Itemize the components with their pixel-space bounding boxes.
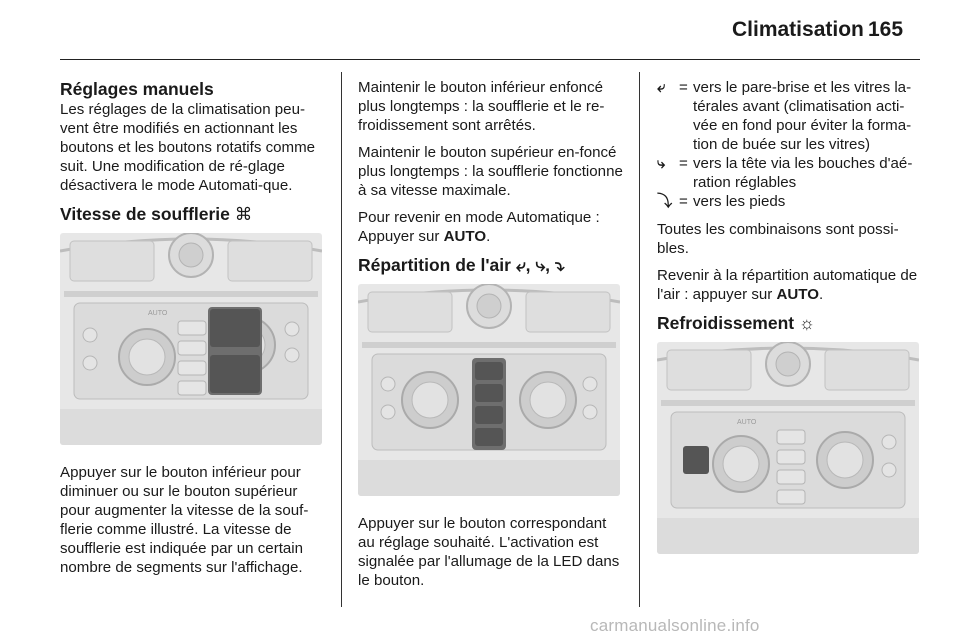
heading-air-distribution-text: Répartition de l'air [358,255,511,275]
legend-equals: = [679,155,688,172]
column-divider-1 [341,72,342,607]
climate-panel-photo-cooling [657,342,919,554]
paragraph-all-combinations: Toutes les combinaisons sont possi-bles. [657,221,899,257]
heading-air-distribution [358,254,624,276]
paragraph-return-auto-distribution [657,266,923,304]
paragraph-upper-button-hold: Maintenir le bouton supérieur en-foncé plus longtemps : la soufflerie fonctionne à sa vitesse maximale. [358,144,623,199]
left-column [60,78,326,585]
paragraph-air-distribution: Appuyer sur le bouton correspondant au réglage souhaité. L'activation est signalée par l'allumage de la LED dans le bouton. [358,515,620,589]
legend-row-feet [657,192,923,211]
legend-equals: = [679,79,688,96]
legend-text-windscreen: vers le pare-brise et les vitres la-térales avant (climatisation acti-vée en fond pour éviter la forma-tion de buée sur les vitres) [693,79,912,153]
heading-cooling [657,312,923,334]
windscreen-vent-icon: ⤶ [657,79,666,96]
auto-keyword: AUTO [443,228,487,245]
column-divider-2 [639,72,640,607]
return-auto-distribution-text: Revenir à la répartition automatique de l'air : appuyer sur [657,267,918,303]
auto-button-label: AUTO [737,419,757,426]
paragraph-manual-settings: Les réglages de la climatisation peu-vent être modifiés en actionnant les boutons et les boutons rotatifs comme suit. Une modification de ré-glage désactivera le mode Automati-que. [60,101,316,194]
middle-column [358,78,624,598]
heading-fan-speed-text: Vitesse de soufflerie [60,204,230,224]
legend-row-windscreen [657,78,923,154]
header-divider [60,59,920,60]
climate-panel-photo-fan [60,233,322,445]
feet-vent-icon: ⤵ [657,193,673,210]
paragraph-return-auto [358,208,624,246]
climate-panel-photo-distribution [358,284,620,496]
paragraph-fan-speed: Appuyer sur le bouton inférieur pour diminuer ou sur le bouton supérieur pour augmenter la vitesse de la souf-flerie comme illustré. La vitesse de soufflerie est indiquée par un certain nombre de segments sur l'affichage. [60,464,309,576]
chapter-title: Climatisation [732,18,864,41]
auto-button-label: AUTO [148,310,168,317]
heading-fan-speed [60,203,326,225]
air-distribution-icons: ⤶, ⤷, ⤵ [515,255,565,275]
page-number: 165 [868,18,904,41]
legend-text-feet: vers les pieds [693,193,786,210]
air-distribution-legend [657,78,923,211]
cooling-icon: ☼ [799,313,816,333]
right-column [657,78,923,572]
auto-keyword: AUTO [776,286,819,303]
return-auto-period: . [486,228,491,245]
return-auto-distribution-period: . [819,286,824,303]
heading-cooling-text: Refroidissement [657,313,795,333]
paragraph-lower-button-hold: Maintenir le bouton inférieur enfoncé plus longtemps : la soufflerie et le re-froidissement sont arrêtés. [358,79,605,134]
heading-manual-settings: Réglages manuels [60,79,214,99]
legend-equals: = [679,193,688,210]
return-auto-text: Pour revenir en mode Automatique : Appuyer sur [358,209,600,245]
legend-row-head [657,154,923,192]
fan-icon: ⌘ [234,204,253,224]
head-vent-icon: ⤷ [657,155,666,172]
legend-text-head: vers la tête via les bouches d'aé-ration réglables [693,155,913,191]
watermark: carmanualsonline.info [590,616,760,635]
page-header [0,0,960,62]
